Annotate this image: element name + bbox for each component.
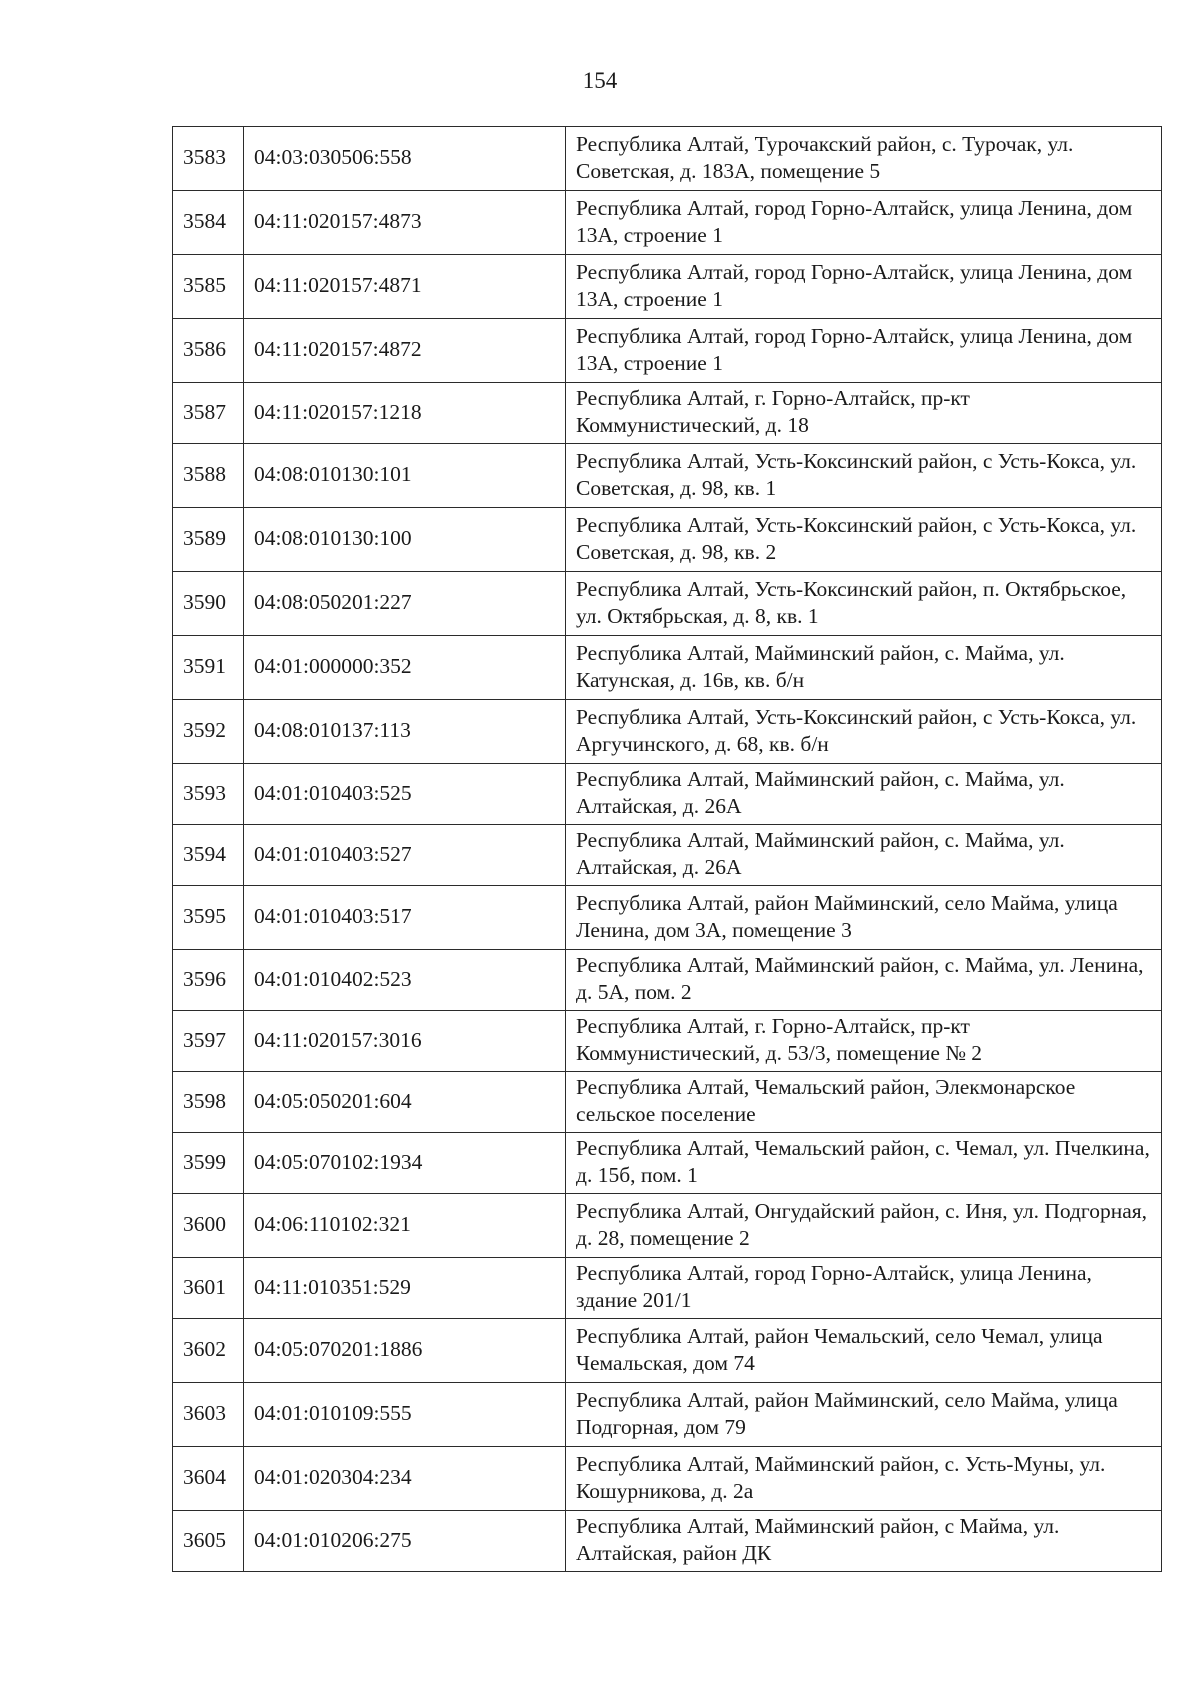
row-number: 3594 (173, 825, 244, 886)
row-number: 3601 (173, 1258, 244, 1319)
row-number: 3587 (173, 383, 244, 444)
address: Республика Алтай, Турочакский район, с. Турочак, ул. Советская, д. 183А, помещение 5 (566, 127, 1162, 191)
row-number: 3591 (173, 636, 244, 700)
table-row (173, 636, 1162, 700)
table-row (173, 1511, 1162, 1572)
cadastral-number: 04:01:020304:234 (244, 1447, 566, 1511)
address: Республика Алтай, Майминский район, с. Майма, ул. Ленина, д. 5А, пом. 2 (566, 950, 1162, 1011)
row-number: 3602 (173, 1319, 244, 1383)
row-number: 3588 (173, 444, 244, 508)
row-number: 3604 (173, 1447, 244, 1511)
cadastral-number: 04:08:010130:101 (244, 444, 566, 508)
cadastral-number: 04:01:010109:555 (244, 1383, 566, 1447)
table-row (173, 572, 1162, 636)
cadastral-number: 04:08:050201:227 (244, 572, 566, 636)
cadastral-number: 04:01:010402:523 (244, 950, 566, 1011)
address: Республика Алтай, город Горно-Алтайск, улица Ленина, здание 201/1 (566, 1258, 1162, 1319)
row-number: 3584 (173, 191, 244, 255)
table-row (173, 825, 1162, 886)
address: Республика Алтай, Майминский район, с Майма, ул. Алтайская, район ДК (566, 1511, 1162, 1572)
cadastral-number: 04:11:020157:4871 (244, 255, 566, 319)
row-number: 3585 (173, 255, 244, 319)
address: Республика Алтай, район Чемальский, село Чемал, улица Чемальская, дом 74 (566, 1319, 1162, 1383)
row-number: 3599 (173, 1133, 244, 1194)
cadastral-number: 04:01:010403:527 (244, 825, 566, 886)
cadastral-number: 04:08:010130:100 (244, 508, 566, 572)
page-number: 154 (582, 68, 618, 93)
row-number: 3593 (173, 764, 244, 825)
address: Республика Алтай, город Горно-Алтайск, улица Ленина, дом 13А, строение 1 (566, 319, 1162, 383)
address: Республика Алтай, Чемальский район, с. Чемал, ул. Пчелкина, д. 15б, пом. 1 (566, 1133, 1162, 1194)
cadastral-number: 04:01:000000:352 (244, 636, 566, 700)
table-row (173, 1319, 1162, 1383)
row-number: 3586 (173, 319, 244, 383)
cadastral-number: 04:01:010403:525 (244, 764, 566, 825)
cadastral-number: 04:11:020157:4873 (244, 191, 566, 255)
cadastral-number: 04:05:070201:1886 (244, 1319, 566, 1383)
cadastral-number: 04:11:020157:1218 (244, 383, 566, 444)
table-row (173, 1011, 1162, 1072)
table-row (173, 1072, 1162, 1133)
cadastral-number: 04:08:010137:113 (244, 700, 566, 764)
table-row (173, 1133, 1162, 1194)
row-number: 3590 (173, 572, 244, 636)
table-row (173, 319, 1162, 383)
cadastral-number: 04:06:110102:321 (244, 1194, 566, 1258)
address: Республика Алтай, Усть-Коксинский район, с Усть-Кокса, ул. Советская, д. 98, кв. 1 (566, 444, 1162, 508)
address: Республика Алтай, Майминский район, с. Усть-Муны, ул. Кошурникова, д. 2а (566, 1447, 1162, 1511)
address: Республика Алтай, Усть-Коксинский район, с Усть-Кокса, ул. Аргучинского, д. 68, кв. б/н (566, 700, 1162, 764)
table-row (173, 1383, 1162, 1447)
cadastral-number: 04:11:020157:3016 (244, 1011, 566, 1072)
table-row (173, 127, 1162, 191)
row-number: 3595 (173, 886, 244, 950)
address: Республика Алтай, Чемальский район, Элекмонарское сельское поселение (566, 1072, 1162, 1133)
address: Республика Алтай, город Горно-Алтайск, улица Ленина, дом 13А, строение 1 (566, 255, 1162, 319)
cadastral-number: 04:03:030506:558 (244, 127, 566, 191)
table-row (173, 1194, 1162, 1258)
table-row (173, 444, 1162, 508)
row-number: 3605 (173, 1511, 244, 1572)
cadastral-number: 04:01:010403:517 (244, 886, 566, 950)
table-row (173, 764, 1162, 825)
row-number: 3589 (173, 508, 244, 572)
row-number: 3583 (173, 127, 244, 191)
cadastral-number: 04:01:010206:275 (244, 1511, 566, 1572)
row-number: 3597 (173, 1011, 244, 1072)
row-number: 3596 (173, 950, 244, 1011)
address: Республика Алтай, Усть-Коксинский район, с Усть-Кокса, ул. Советская, д. 98, кв. 2 (566, 508, 1162, 572)
address: Республика Алтай, Майминский район, с. Майма, ул. Алтайская, д. 26А (566, 825, 1162, 886)
address: Республика Алтай, район Майминский, село Майма, улица Подгорная, дом 79 (566, 1383, 1162, 1447)
cadastral-number: 04:11:020157:4872 (244, 319, 566, 383)
table-row (173, 1447, 1162, 1511)
table-row (173, 950, 1162, 1011)
table-row (173, 191, 1162, 255)
cadastral-number: 04:05:050201:604 (244, 1072, 566, 1133)
address: Республика Алтай, район Майминский, село Майма, улица Ленина, дом 3А, помещение 3 (566, 886, 1162, 950)
row-number: 3598 (173, 1072, 244, 1133)
table-row (173, 1258, 1162, 1319)
row-number: 3603 (173, 1383, 244, 1447)
address: Республика Алтай, Майминский район, с. Майма, ул. Катунская, д. 16в, кв. б/н (566, 636, 1162, 700)
table-row (173, 383, 1162, 444)
row-number: 3600 (173, 1194, 244, 1258)
address: Республика Алтай, г. Горно-Алтайск, пр-кт Коммунистический, д. 53/3, помещение № 2 (566, 1011, 1162, 1072)
address: Республика Алтай, Усть-Коксинский район, п. Октябрьское, ул. Октябрьская, д. 8, кв. 1 (566, 572, 1162, 636)
cadastral-number: 04:05:070102:1934 (244, 1133, 566, 1194)
address: Республика Алтай, город Горно-Алтайск, улица Ленина, дом 13А, строение 1 (566, 191, 1162, 255)
table-row (173, 700, 1162, 764)
table-row (173, 508, 1162, 572)
table-row (173, 886, 1162, 950)
property-table (172, 126, 1162, 1572)
cadastral-number: 04:11:010351:529 (244, 1258, 566, 1319)
row-number: 3592 (173, 700, 244, 764)
address: Республика Алтай, г. Горно-Алтайск, пр-кт Коммунистический, д. 18 (566, 383, 1162, 444)
table-row (173, 255, 1162, 319)
address: Республика Алтай, Майминский район, с. Майма, ул. Алтайская, д. 26А (566, 764, 1162, 825)
address: Республика Алтай, Онгудайский район, с. Иня, ул. Подгорная, д. 28, помещение 2 (566, 1194, 1162, 1258)
